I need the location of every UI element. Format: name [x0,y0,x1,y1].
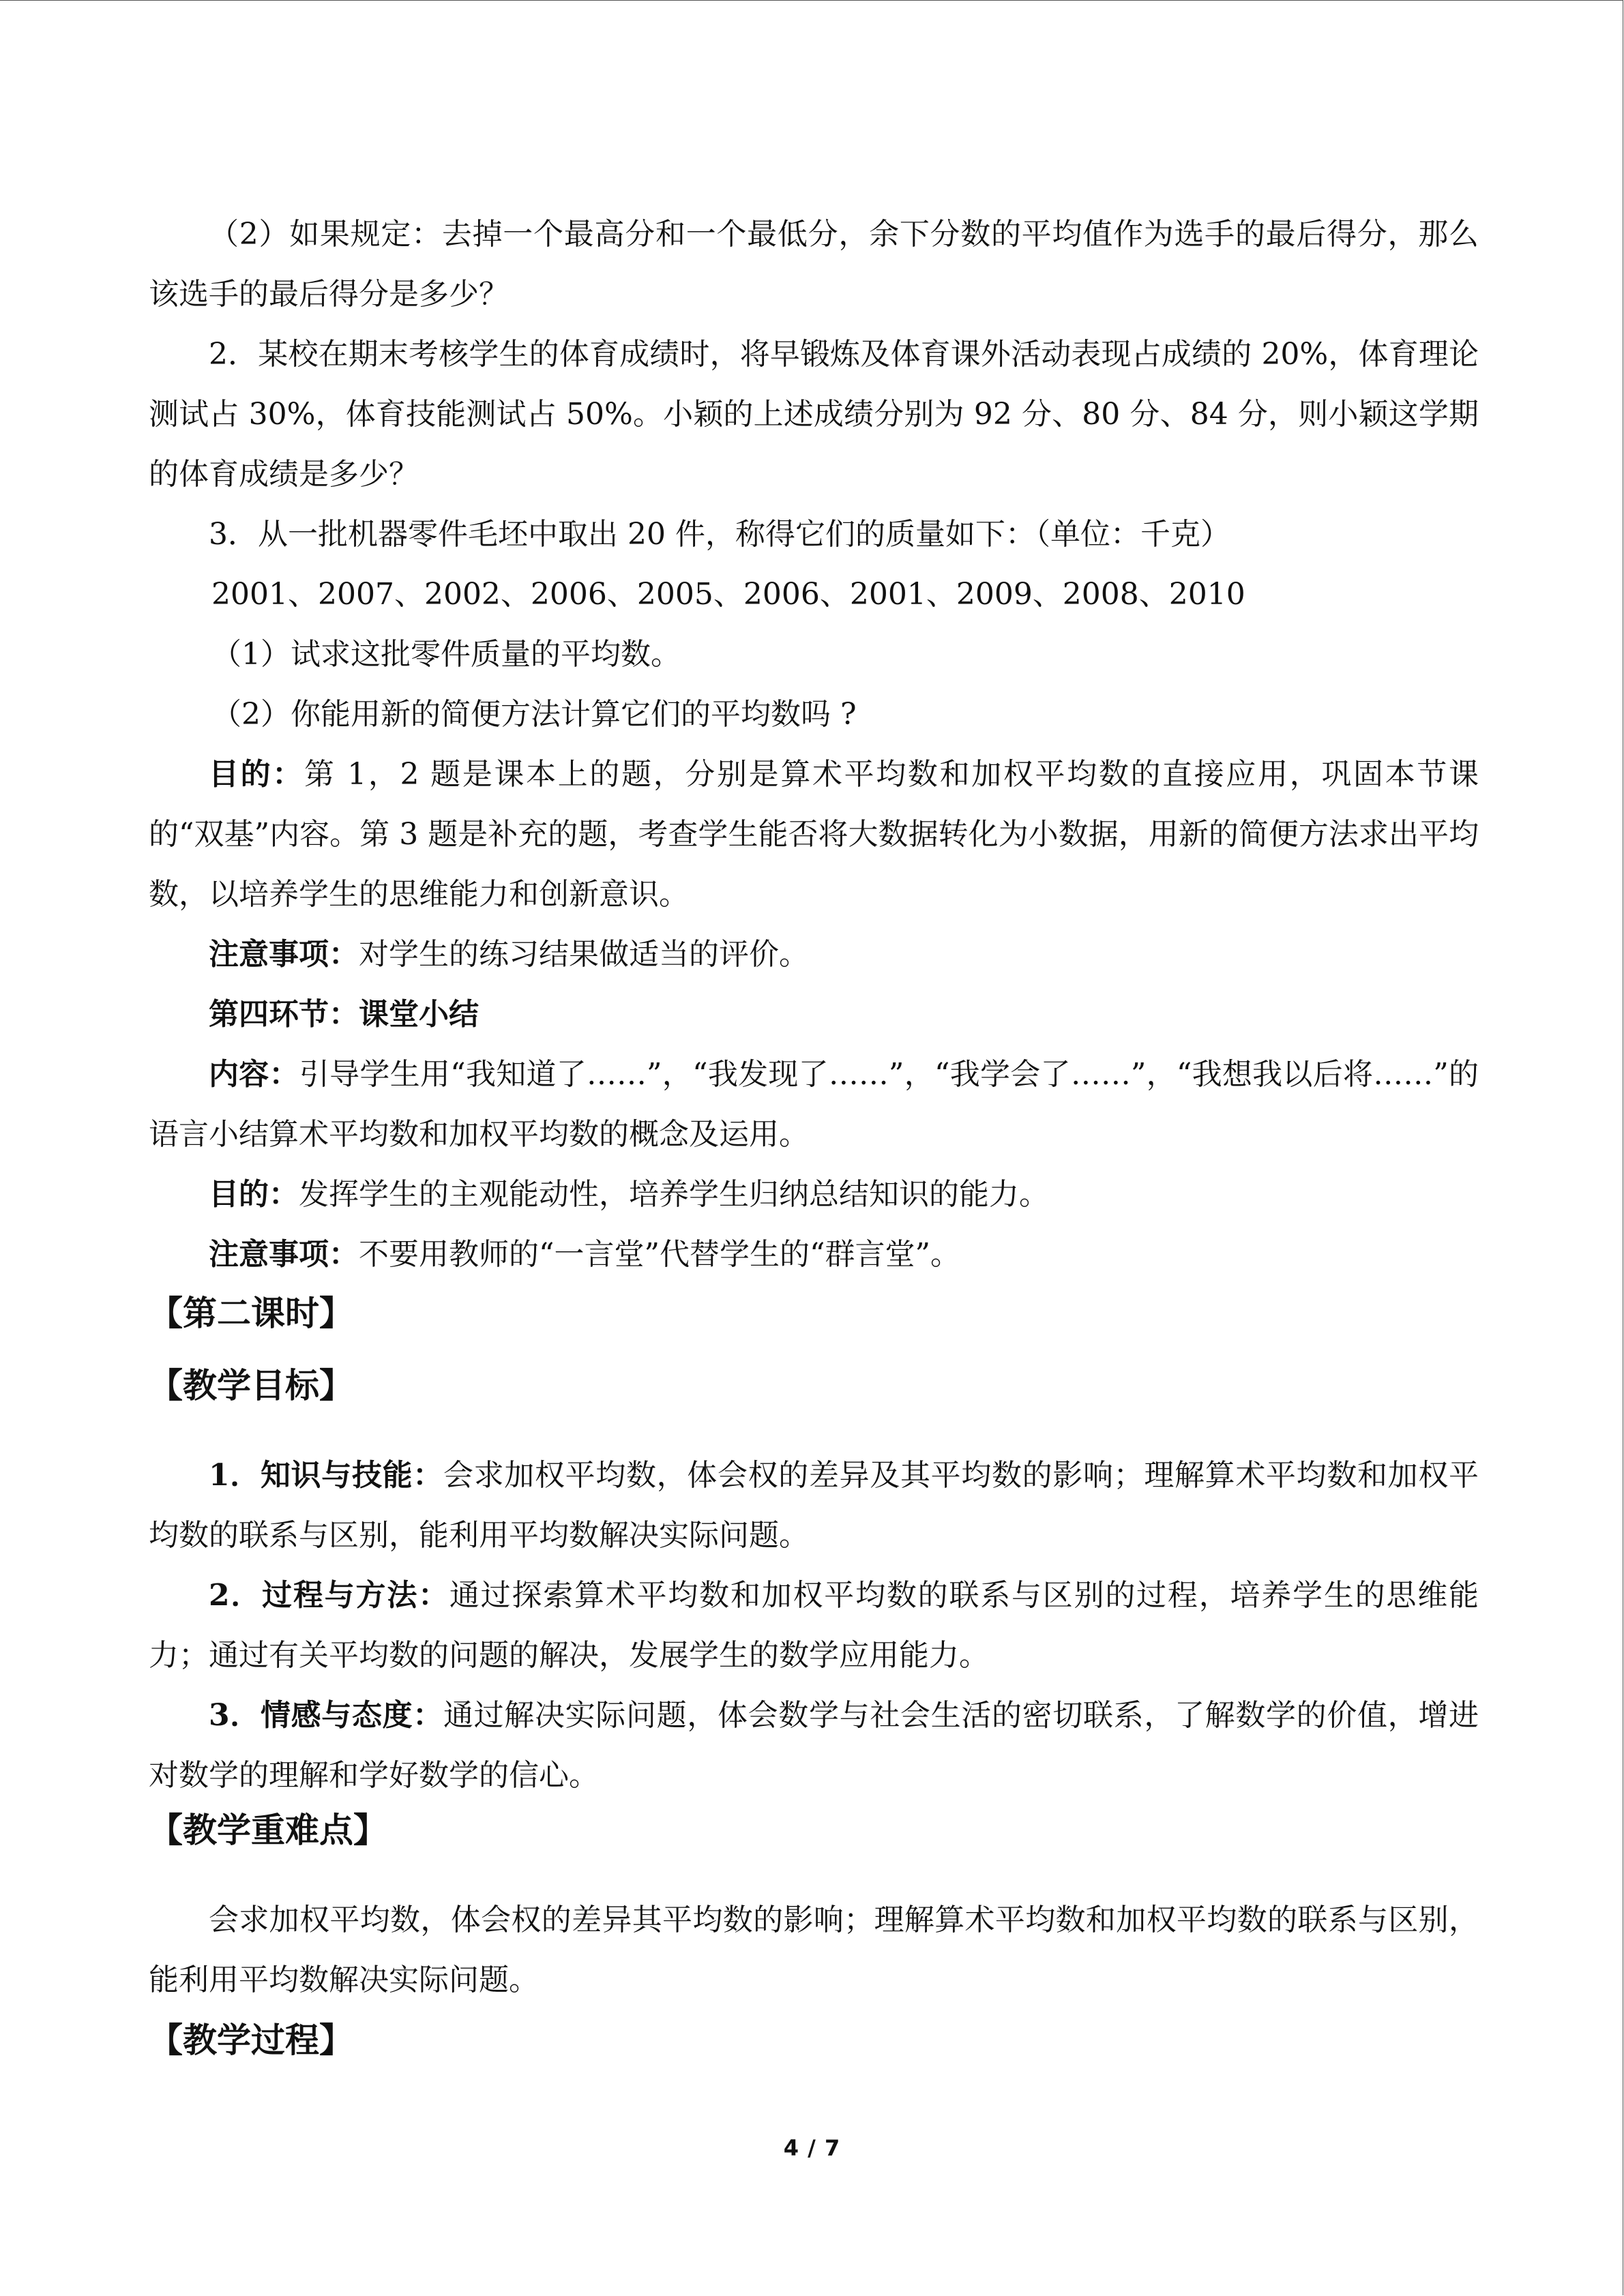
note-paragraph-1 [149,925,1479,985]
heading-teaching-process: 【教学过程】 [149,2021,353,2060]
purpose-label: 目的： [209,1177,299,1212]
exercise-1-question-2: （2）如果规定：去掉一个最高分和一个最低分，余下分数的平均值作为选手的最后得分，那么该选手的最后得分是多少？ [149,217,1479,312]
purpose-label: 目的： [209,757,304,792]
objective-text: 会求加权平均数，体会权的差异及其平均数的影响；理解算术平均数和加权平均数的联系与区别，能利用平均数解决实际问题。 [149,1458,1479,1553]
page-number: 4 / 7 [783,2135,841,2161]
exercise-3-question-2: （2）你能用新的简便方法计算它们的平均数吗 ? [211,697,857,732]
heading-key-points: 【教学重难点】 [149,1810,387,1850]
objective-text: 通过解决实际问题，体会数学与社会生活的密切联系，了解数学的价值，增进对数学的理解和学好数学的信心。 [149,1698,1479,1793]
note-label: 注意事项： [209,1237,359,1272]
objective-label: 1．知识与技能： [209,1458,443,1493]
purpose-text: 第 1，2 题是课本上的题，分别是算术平均数和加权平均数的直接应用，巩固本节课的“双基”内容。第 3 题是补充的题，考查学生能否将大数据转化为小数据，用新的简便方法求出平均数，以培养学生的思维能力和创新意识。 [149,757,1479,912]
note-text: 对学生的练习结果做适当的评价。 [359,937,809,972]
objective-text: 通过探索算术平均数和加权平均数的联系与区别的过程，培养学生的思维能力；通过有关平均数的问题的解决，发展学生的数学应用能力。 [149,1578,1479,1673]
purpose-paragraph-1 [149,745,1479,925]
objective-2 [149,1566,1479,1686]
heading-second-lesson: 【第二课时】 [149,1294,353,1333]
purpose-paragraph-2 [149,1165,1479,1225]
exercise-2: 2．某校在期末考核学生的体育成绩时，将早锻炼及体育课外活动表现占成绩的 20%，体育理论测试占 30%，体育技能测试占 50%。小颖的上述成绩分别为 92 分、80 分、84 分，则小颖这学期的体育成绩是多少？ [149,337,1479,492]
exercise-3-data: 2001、2007、2002、2006、2005、2006、2001、2009、2008、2010 [211,577,1245,612]
content-label: 内容： [209,1057,299,1092]
content-text: 引导学生用“我知道了……”，“我发现了……”，“我学会了……”，“我想我以后将……”的语言小结算术平均数和加权平均数的概念及运用。 [149,1057,1479,1152]
purpose-text: 发挥学生的主观能动性，培养学生归纳总结知识的能力。 [299,1177,1049,1212]
objective-label: 2．过程与方法： [209,1578,449,1613]
step-4-heading: 第四环节：课堂小结 [209,997,479,1032]
heading-teaching-objectives: 【教学目标】 [149,1366,353,1405]
note-label: 注意事项： [209,937,359,972]
note-text: 不要用教师的“一言堂”代替学生的“群言堂”。 [359,1237,960,1272]
note-paragraph-2 [149,1225,1479,1285]
objective-label: 3．情感与态度： [209,1698,443,1733]
document-body [149,205,1479,2061]
exercise-3-question-1: （1）试求这批零件质量的平均数。 [211,637,681,672]
content-paragraph [149,1045,1479,1165]
objective-1 [149,1446,1479,1566]
exercise-3: 3．从一批机器零件毛坯中取出 20 件，称得它们的质量如下：（单位：千克） [209,517,1230,552]
objective-3 [149,1686,1479,1806]
key-points-paragraph: 会求加权平均数，体会权的差异其平均数的影响；理解算术平均数和加权平均数的联系与区别，能利用平均数解决实际问题。 [149,1903,1479,1997]
